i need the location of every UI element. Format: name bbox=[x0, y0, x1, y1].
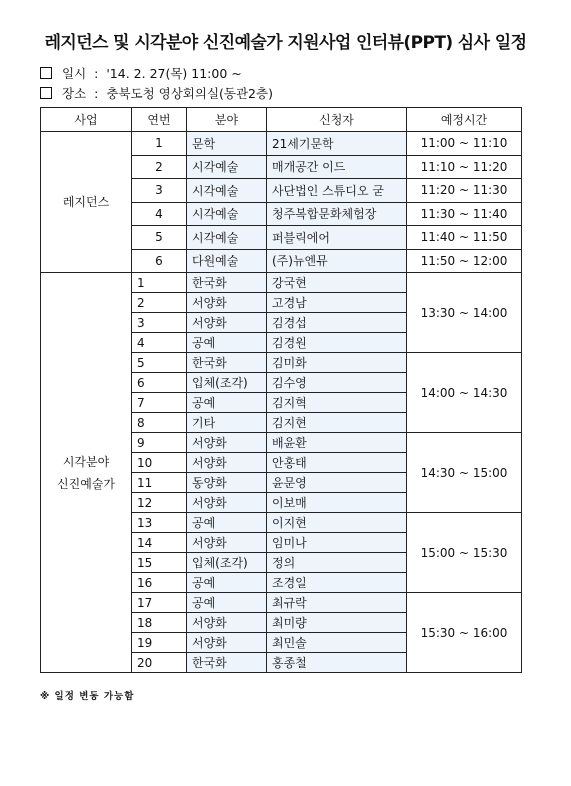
row-field: 시각예술 bbox=[187, 179, 267, 203]
group-name-line1: 시각분야 bbox=[62, 454, 110, 469]
row-field: 서양화 bbox=[187, 453, 267, 473]
row-applicant: 청주복합문화체험장 bbox=[267, 202, 407, 226]
row-number: 4 bbox=[132, 333, 187, 353]
row-field: 시각예술 bbox=[187, 202, 267, 226]
row-number: 8 bbox=[132, 413, 187, 433]
row-applicant: 홍종철 bbox=[267, 653, 407, 673]
row-number: 3 bbox=[132, 313, 187, 333]
row-number: 1 bbox=[132, 273, 187, 293]
footnote: ※ 일정 변동 가능함 bbox=[40, 691, 135, 702]
row-field: 다원예술 bbox=[187, 249, 267, 273]
row-time: 11:00 ~ 11:10 bbox=[407, 132, 522, 156]
row-applicant: (주)뉴엔뮤 bbox=[267, 249, 407, 273]
row-number: 1 bbox=[132, 132, 187, 156]
row-applicant: 안홍태 bbox=[267, 453, 407, 473]
row-applicant: 최규락 bbox=[267, 593, 407, 613]
row-applicant: 배윤환 bbox=[267, 433, 407, 453]
row-applicant: 윤문영 bbox=[267, 473, 407, 493]
row-field: 서양화 bbox=[187, 313, 267, 333]
row-applicant: 김지혁 bbox=[267, 393, 407, 413]
row-number: 20 bbox=[132, 653, 187, 673]
row-time: 11:20 ~ 11:30 bbox=[407, 179, 522, 203]
row-number: 13 bbox=[132, 513, 187, 533]
row-field: 공예 bbox=[187, 593, 267, 613]
row-applicant: 김경섭 bbox=[267, 313, 407, 333]
row-number: 9 bbox=[132, 433, 187, 453]
info-date-label: 일시 bbox=[62, 66, 87, 81]
row-field: 공예 bbox=[187, 393, 267, 413]
row-number: 10 bbox=[132, 453, 187, 473]
row-number: 12 bbox=[132, 493, 187, 513]
row-number: 18 bbox=[132, 613, 187, 633]
table-row bbox=[41, 132, 522, 156]
row-field: 서양화 bbox=[187, 433, 267, 453]
row-field: 문학 bbox=[187, 132, 267, 156]
row-field: 서양화 bbox=[187, 493, 267, 513]
row-field: 서양화 bbox=[187, 293, 267, 313]
row-applicant: 김미화 bbox=[267, 353, 407, 373]
row-field: 공예 bbox=[187, 513, 267, 533]
row-applicant: 이보매 bbox=[267, 493, 407, 513]
row-applicant: 매개공간 이드 bbox=[267, 155, 407, 179]
row-applicant: 김지현 bbox=[267, 413, 407, 433]
checkbox-square-icon bbox=[40, 87, 52, 99]
row-field: 기타 bbox=[187, 413, 267, 433]
row-field: 입체(조각) bbox=[187, 373, 267, 393]
row-field: 공예 bbox=[187, 333, 267, 353]
row-field: 동양화 bbox=[187, 473, 267, 493]
row-applicant: 김경원 bbox=[267, 333, 407, 353]
row-number: 5 bbox=[132, 226, 187, 250]
info-place bbox=[40, 84, 273, 102]
row-applicant: 임미나 bbox=[267, 533, 407, 553]
row-number: 7 bbox=[132, 393, 187, 413]
row-applicant: 21세기문학 bbox=[267, 132, 407, 156]
slot-time: 15:00 ~ 15:30 bbox=[407, 513, 522, 593]
row-applicant: 퍼블릭에어 bbox=[267, 226, 407, 250]
table-header-row bbox=[41, 108, 522, 132]
row-field: 공예 bbox=[187, 573, 267, 593]
row-number: 11 bbox=[132, 473, 187, 493]
table-body bbox=[41, 132, 522, 673]
row-time: 11:30 ~ 11:40 bbox=[407, 202, 522, 226]
checkbox-square-icon bbox=[40, 67, 52, 79]
row-number: 2 bbox=[132, 293, 187, 313]
info-place-label: 장소 bbox=[62, 86, 87, 101]
row-number: 2 bbox=[132, 155, 187, 179]
schedule-table bbox=[40, 107, 522, 673]
row-time: 11:40 ~ 11:50 bbox=[407, 226, 522, 250]
info-place-value: 충북도청 영상회의실(동관2층) bbox=[106, 86, 273, 101]
row-number: 16 bbox=[132, 573, 187, 593]
row-time: 11:50 ~ 12:00 bbox=[407, 249, 522, 273]
page-title: 레지던스 및 시각분야 신진예술가 지원사업 인터뷰(PPT) 심사 일정 bbox=[44, 33, 527, 53]
group-name-residency: 레지던스 bbox=[41, 132, 132, 273]
header-time: 예정시간 bbox=[407, 108, 522, 132]
row-time: 11:10 ~ 11:20 bbox=[407, 155, 522, 179]
row-field: 서양화 bbox=[187, 613, 267, 633]
info-date bbox=[40, 64, 242, 82]
slot-time: 14:30 ~ 15:00 bbox=[407, 433, 522, 513]
row-field: 입체(조각) bbox=[187, 553, 267, 573]
row-applicant: 정의 bbox=[267, 553, 407, 573]
row-field: 한국화 bbox=[187, 273, 267, 293]
row-number: 3 bbox=[132, 179, 187, 203]
row-number: 15 bbox=[132, 553, 187, 573]
row-field: 시각예술 bbox=[187, 155, 267, 179]
row-applicant: 조경일 bbox=[267, 573, 407, 593]
row-applicant: 강국현 bbox=[267, 273, 407, 293]
colon: : bbox=[94, 65, 99, 81]
row-applicant: 이지현 bbox=[267, 513, 407, 533]
slot-time: 14:00 ~ 14:30 bbox=[407, 353, 522, 433]
row-field: 한국화 bbox=[187, 353, 267, 373]
row-number: 19 bbox=[132, 633, 187, 653]
table-row bbox=[41, 273, 522, 293]
slot-time: 15:30 ~ 16:00 bbox=[407, 593, 522, 673]
row-number: 14 bbox=[132, 533, 187, 553]
info-date-value: '14. 2. 27(목) 11:00 ~ bbox=[106, 66, 242, 81]
group-name-emerging-artists bbox=[41, 273, 132, 673]
slot-time: 13:30 ~ 14:00 bbox=[407, 273, 522, 353]
row-field: 시각예술 bbox=[187, 226, 267, 250]
row-field: 서양화 bbox=[187, 633, 267, 653]
row-applicant: 고경남 bbox=[267, 293, 407, 313]
row-applicant: 최민솔 bbox=[267, 633, 407, 653]
row-field: 한국화 bbox=[187, 653, 267, 673]
colon: : bbox=[94, 85, 99, 101]
row-number: 17 bbox=[132, 593, 187, 613]
row-field: 서양화 bbox=[187, 533, 267, 553]
header-number: 연번 bbox=[132, 108, 187, 132]
row-number: 6 bbox=[132, 373, 187, 393]
row-number: 6 bbox=[132, 249, 187, 273]
row-applicant: 최미량 bbox=[267, 613, 407, 633]
header-applicant: 신청자 bbox=[267, 108, 407, 132]
group-name-line2: 신진예술가 bbox=[57, 476, 115, 491]
row-number: 5 bbox=[132, 353, 187, 373]
header-field: 분야 bbox=[187, 108, 267, 132]
row-number: 4 bbox=[132, 202, 187, 226]
row-applicant: 사단법인 스튜디오 굳 bbox=[267, 179, 407, 203]
row-applicant: 김수영 bbox=[267, 373, 407, 393]
header-program: 사업 bbox=[41, 108, 132, 132]
